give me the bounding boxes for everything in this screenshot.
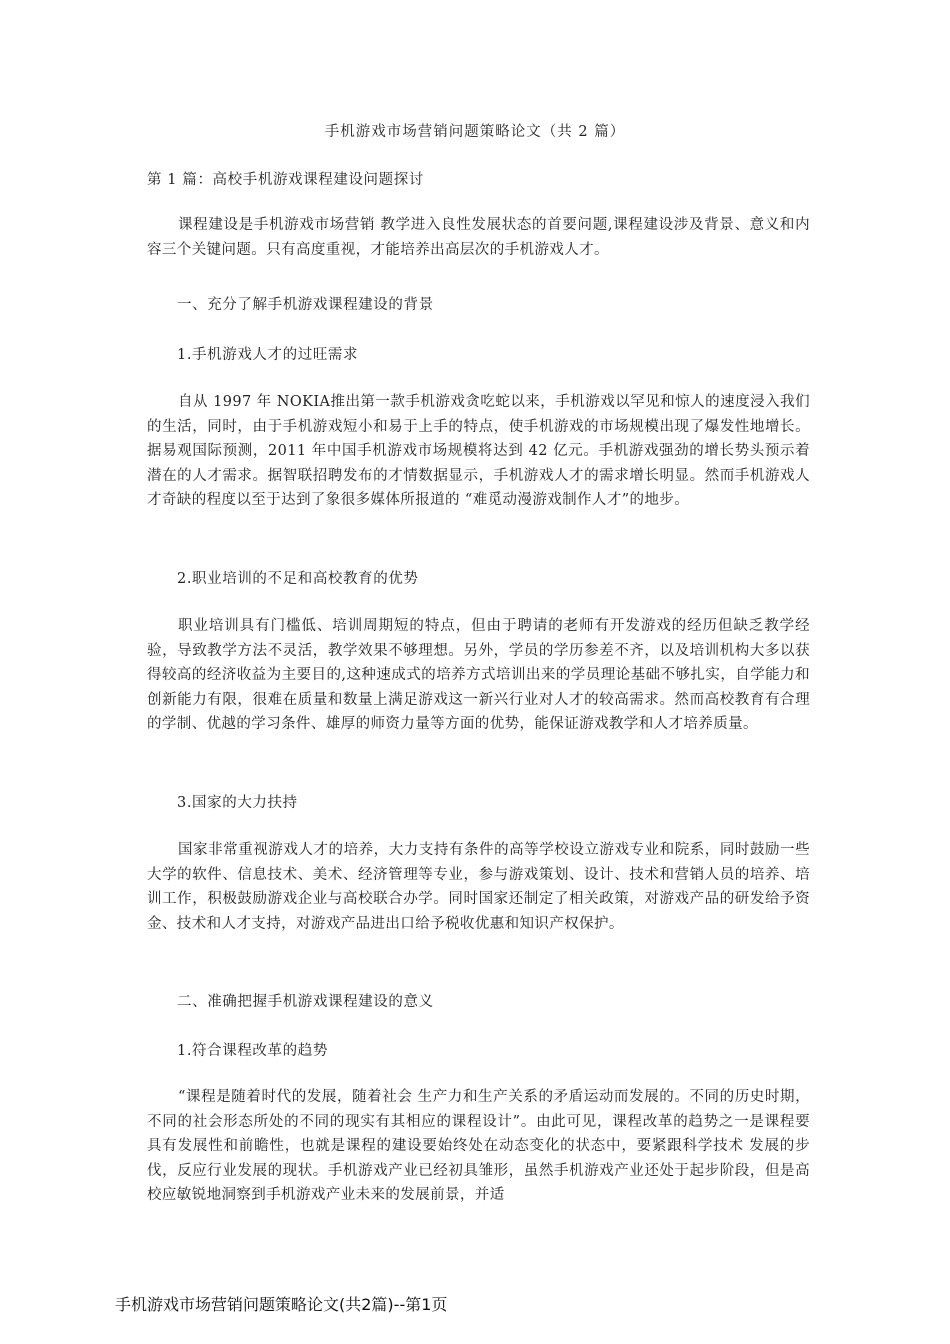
- subsection-heading-1-1: 1.手机游戏人才的过旺需求: [177, 347, 359, 363]
- subsection-heading-1-3: 3.国家的大力扶持: [177, 795, 298, 811]
- paragraph-2-1: “课程是随着时代的发展，随着社会 生产力和生产关系的矛盾运动而发展的。不同的历史时期，不同的社会形态所处的不同的现实有其相应的课程设计”。由此可见，课程改革的趋势之一是课程要具有发展性和前瞻性，也就是课程的建设要始终处在动态变化的状态中，要紧跟科学技术 发展的步伐，反应行业发展的现状。手机游戏产业已经初具雏形，虽然手机游戏产业还处于起步阶段，但是高校应敏锐地洞察到手机游戏产业未来的发展前景，并适: [147, 1089, 810, 1203]
- page-footer: 手机游戏市场营销问题策略论文(共2篇)--第1页: [115, 1295, 448, 1314]
- subsection-heading-1-2: 2.职业培训的不足和高校教育的优势: [177, 571, 419, 587]
- intro-paragraph: 课程建设是手机游戏市场营销 教学进入良性发展状态的首要问题,课程建设涉及背景、意义和内容三个关键问题。只有高度重视，才能培养出高层次的手机游戏人才。: [147, 217, 810, 258]
- subsection-heading-2-1: 1.符合课程改革的趋势: [177, 1043, 328, 1059]
- document-title: 手机游戏市场营销问题策略论文（共 2 篇）: [324, 124, 626, 140]
- paragraph-1-3: 国家非常重视游戏人才的培养，大力支持有条件的高等学校设立游戏专业和院系，同时鼓励一些大学的软件、信息技术、美术、经济管理等专业，参与游戏策划、设计、技术和营销人员的培养、培训工作，积极鼓励游戏企业与高校联合办学。同时国家还制定了相关政策，对游戏产品的研发给予资金、技术和人才支持，对游戏产品进出口给予税收优惠和知识产权保护。: [147, 842, 810, 932]
- part-heading: 第 1 篇：高校手机游戏课程建设问题探讨: [147, 172, 424, 188]
- section-heading-2: 二、准确把握手机游戏课程建设的意义: [177, 994, 434, 1010]
- section-heading-1: 一、充分了解手机游戏课程建设的背景: [177, 297, 434, 313]
- paragraph-1-1: 自从 1997 年 NOKIA推出第一款手机游戏贪吃蛇以来，手机游戏以罕见和惊人的速度浸入我们的生活，同时，由于手机游戏短小和易于上手的特点，使手机游戏的市场规模出现了爆发性地增长。据易观国际预测，2011 年中国手机游戏市场规模将达到 42 亿元。手机游戏强劲的增长势头预示着潜在的人才需求。据智联招聘发布的才情数据显示，手机游戏人才的需求增长明显。然而手机游戏人才奇缺的程度以至于达到了象很多媒体所报道的 “难觅动漫游戏制作人才”的地步。: [147, 394, 810, 508]
- paragraph-1-2: 职业培训具有门槛低、培训周期短的特点，但由于聘请的老师有开发游戏的经历但缺乏教学经验，导致教学方法不灵活，教学效果不够理想。另外，学员的学历参差不齐，以及培训机构大多以获得较高的经济收益为主要目的,这种速成式的培养方式培训出来的学员理论基础不够扎实，自学能力和创新能力有限，很难在质量和数量上满足游戏这一新兴行业对人才的较高需求。然而高校教育有合理的学制、优越的学习条件、雄厚的师资力量等方面的优势，能保证游戏教学和人才培养质量。: [147, 618, 810, 732]
